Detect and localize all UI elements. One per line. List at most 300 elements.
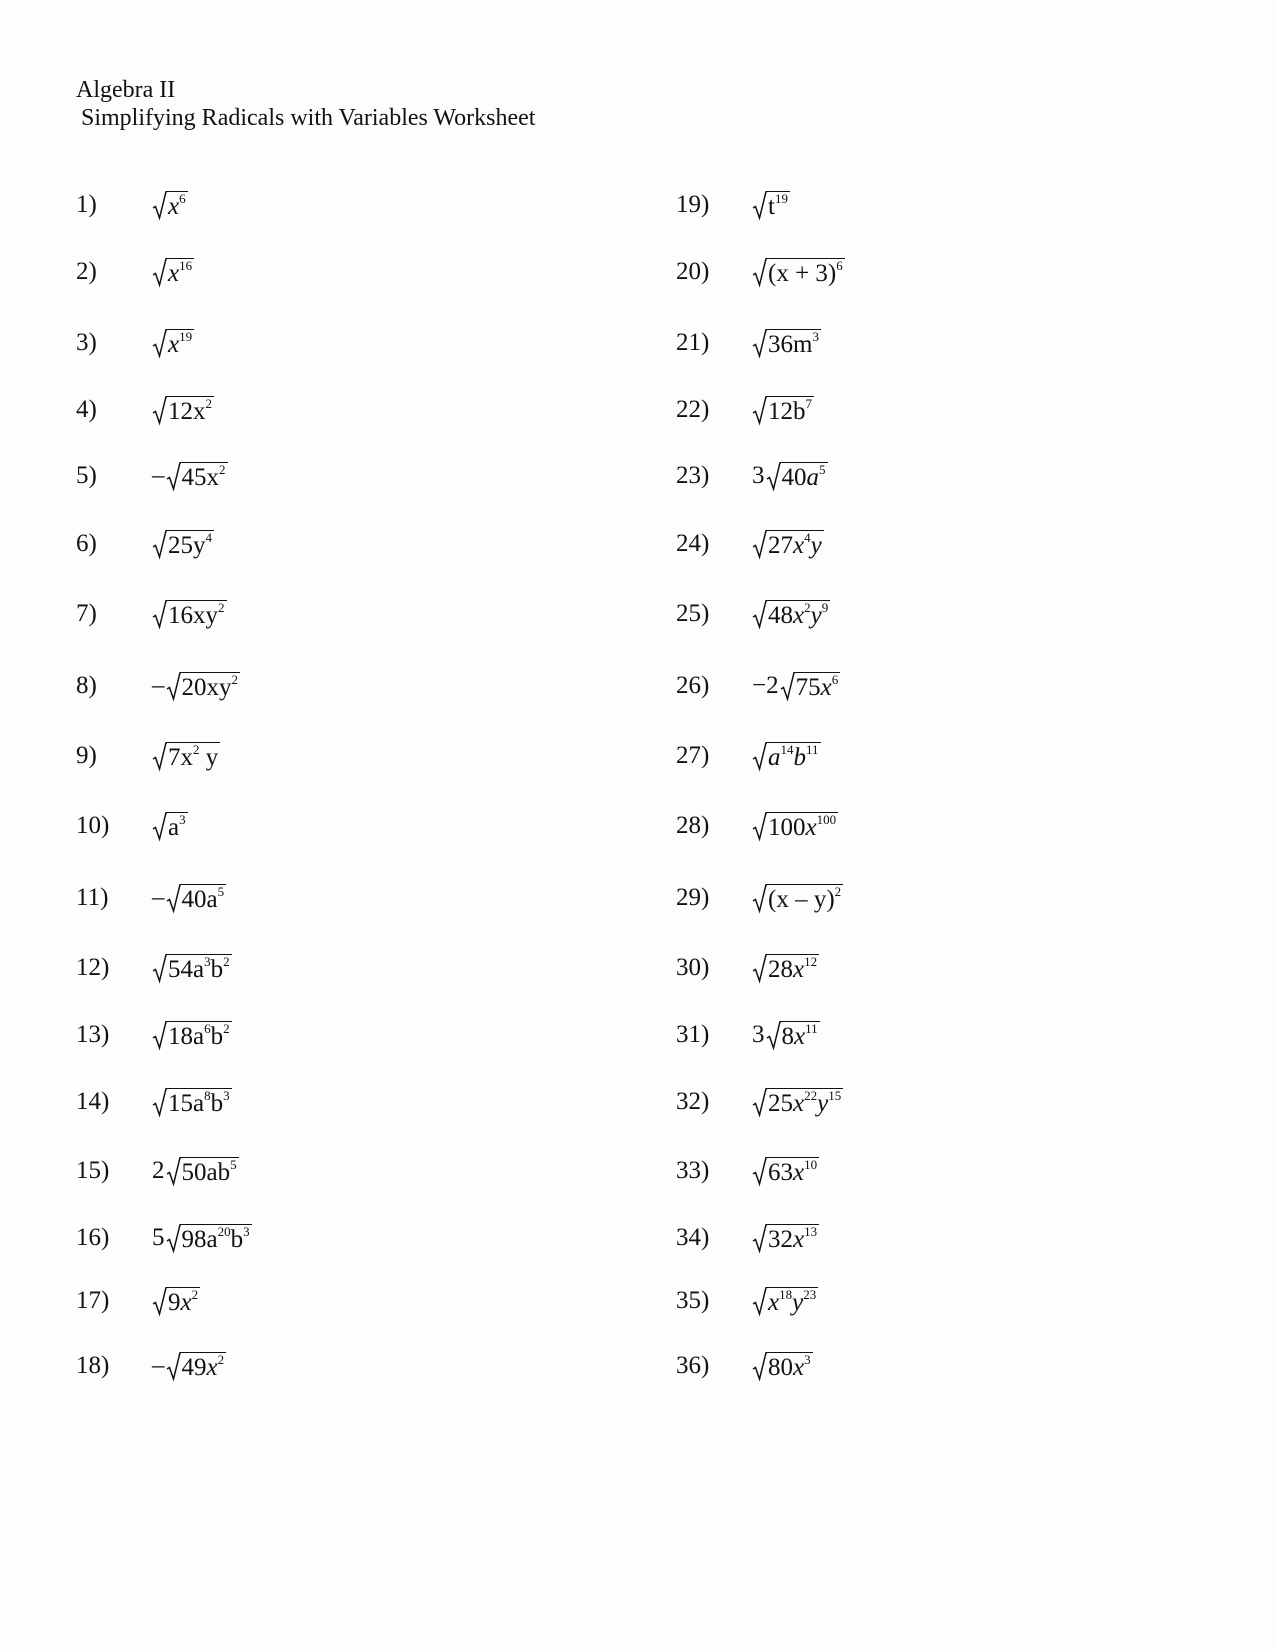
square-root-icon	[766, 460, 781, 492]
radicand-term: y	[792, 1289, 804, 1316]
coefficient: 5	[152, 1224, 165, 1251]
exponent: 3	[223, 1088, 230, 1103]
radicand-term: a	[806, 464, 819, 491]
radical	[752, 528, 824, 560]
exponent: 5	[217, 884, 225, 899]
square-root-icon	[166, 670, 181, 702]
radicand	[167, 258, 194, 288]
problem-item	[676, 948, 819, 988]
radicand-term: 50ab	[181, 1159, 231, 1186]
radicand-term: 45x	[181, 464, 219, 491]
problem-number: 3)	[76, 329, 97, 356]
problem-item	[76, 1015, 232, 1055]
problem-number: 11)	[76, 884, 109, 911]
problem-number: 26)	[676, 672, 710, 699]
problem-item	[676, 1346, 813, 1386]
radicand	[767, 1157, 819, 1187]
square-root-icon	[152, 327, 167, 359]
radicand-term: 80	[768, 1354, 793, 1381]
radicand	[767, 530, 824, 560]
radicand	[167, 329, 194, 359]
radical	[166, 1155, 239, 1187]
square-root-icon	[152, 1019, 167, 1051]
radical-expression	[152, 740, 220, 772]
problem-number: 4)	[76, 396, 97, 423]
course-title: Algebra II	[76, 77, 176, 103]
square-root-icon	[752, 810, 767, 842]
radicand	[181, 462, 228, 492]
radical-expression	[152, 528, 214, 560]
radical	[752, 810, 838, 842]
radicand-term: t	[768, 193, 775, 220]
square-root-icon	[152, 598, 167, 630]
radical	[752, 1086, 843, 1118]
exponent: 6	[831, 672, 839, 687]
radicand	[167, 396, 214, 426]
exponent: 10	[804, 1157, 818, 1172]
radicand-term: a	[168, 814, 180, 841]
radicand-term: 8	[781, 1023, 794, 1050]
exponent: 3	[243, 1224, 250, 1239]
coefficient: –	[152, 672, 165, 699]
exponent: 3	[812, 329, 819, 344]
square-root-icon	[752, 189, 767, 221]
radicand-term: 36m	[768, 331, 813, 358]
radicand	[167, 1287, 200, 1317]
problem-item	[76, 252, 194, 292]
problem-number: 6)	[76, 530, 97, 557]
exponent: 23	[803, 1287, 817, 1302]
radicand	[767, 954, 819, 984]
square-root-icon	[152, 1086, 167, 1118]
exponent: 12	[804, 954, 818, 969]
radical-expression	[752, 882, 843, 914]
radical-expression	[752, 598, 830, 630]
square-root-icon	[780, 670, 795, 702]
square-root-icon	[152, 810, 167, 842]
exponent: 22	[804, 1088, 818, 1103]
square-root-icon	[152, 1285, 167, 1317]
radicand-term: (x – y)	[768, 886, 835, 913]
square-root-icon	[752, 1350, 767, 1382]
radical	[752, 1155, 819, 1187]
problem-item	[76, 1218, 252, 1258]
problem-item	[676, 736, 821, 776]
radicand	[767, 1352, 813, 1382]
radicand	[167, 600, 227, 630]
radical-expression	[752, 189, 790, 221]
radical-expression	[752, 952, 819, 984]
problem-number: 25)	[676, 600, 710, 627]
exponent: 14	[780, 742, 794, 757]
radical	[152, 740, 220, 772]
problem-number: 7)	[76, 600, 97, 627]
exponent: 4	[804, 530, 811, 545]
radical	[752, 394, 814, 426]
radical	[166, 1350, 227, 1382]
radical	[752, 256, 845, 288]
radicand	[167, 1021, 232, 1051]
radical-expression	[152, 882, 226, 914]
problem-number: 24)	[676, 530, 710, 557]
square-root-icon	[752, 327, 767, 359]
radical-expression	[152, 327, 194, 359]
radical	[152, 1019, 232, 1051]
radicand-term: 25y	[168, 532, 206, 559]
radicand-term: 12x	[168, 398, 206, 425]
radicand	[181, 1352, 227, 1382]
square-root-icon	[166, 1155, 181, 1187]
radicand-term: b	[210, 956, 224, 983]
problem-number: 33)	[676, 1157, 710, 1184]
radicand	[767, 812, 838, 842]
radicand-term: x	[793, 956, 805, 983]
coefficient: –	[152, 884, 165, 911]
exponent: 2	[223, 954, 230, 969]
problem-item	[676, 878, 843, 918]
square-root-icon	[152, 952, 167, 984]
radical-expression	[152, 1019, 232, 1051]
radicand-term: x	[793, 1226, 805, 1253]
exponent: 2	[191, 1287, 199, 1302]
radicand	[767, 329, 821, 359]
square-root-icon	[152, 189, 167, 221]
radicand	[767, 1088, 843, 1118]
problem-item	[676, 1151, 819, 1191]
radicand-term: a	[768, 744, 781, 771]
radical	[152, 189, 188, 221]
radical-expression	[752, 327, 821, 359]
radicand-term: 12b	[768, 398, 806, 425]
radicand-term: x	[805, 814, 817, 841]
square-root-icon	[752, 740, 767, 772]
exponent: 2	[223, 1021, 230, 1036]
square-root-icon	[752, 1086, 767, 1118]
problem-number: 14)	[76, 1088, 110, 1115]
coefficient: –	[152, 1352, 165, 1379]
radical	[766, 1019, 820, 1051]
problem-item	[76, 323, 194, 363]
radicand-term: 40	[781, 464, 807, 491]
radical-expression	[152, 598, 227, 630]
radical-expression	[152, 256, 194, 288]
exponent: 2	[219, 462, 226, 477]
radicand	[795, 672, 841, 702]
exponent: 6	[204, 1021, 211, 1036]
problem-item	[676, 1281, 818, 1321]
radical-expression	[152, 1222, 252, 1254]
problem-item	[676, 524, 824, 564]
radicand-term: 28	[768, 956, 793, 983]
radicand	[767, 884, 843, 914]
radicand-term: x	[168, 260, 180, 287]
exponent: 2	[193, 742, 200, 757]
radicand	[167, 530, 214, 560]
exponent: 7	[805, 396, 812, 411]
radicand-term: x	[820, 674, 832, 701]
exponent: 16	[179, 258, 193, 273]
radicand-term: 27	[768, 532, 793, 559]
worksheet-title: Simplifying Radicals with Variables Worksheet	[81, 105, 536, 131]
problem-item	[676, 323, 821, 363]
problem-item	[676, 1082, 843, 1122]
radicand	[767, 396, 814, 426]
radical-expression	[152, 394, 214, 426]
problem-item	[76, 1082, 232, 1122]
radicand	[781, 1021, 820, 1051]
exponent: 2	[834, 884, 842, 899]
radical	[752, 882, 843, 914]
problem-item	[676, 806, 838, 846]
radicand	[167, 812, 188, 842]
exponent: 2	[804, 600, 811, 615]
radicand-term: x	[168, 193, 180, 220]
radical-expression	[752, 256, 845, 288]
radical-expression	[752, 1086, 843, 1118]
problem-number: 19)	[676, 191, 710, 218]
radical-expression	[752, 810, 838, 842]
radicand-term: 20xy	[181, 674, 232, 701]
problem-item	[76, 878, 226, 918]
radical-expression	[152, 1350, 226, 1382]
problem-number: 29)	[676, 884, 710, 911]
square-root-icon	[766, 1019, 781, 1051]
radical-expression	[752, 670, 840, 702]
problem-number: 1)	[76, 191, 97, 218]
problem-item	[76, 456, 228, 496]
radical	[166, 882, 227, 914]
radical	[752, 189, 790, 221]
exponent: 13	[804, 1224, 818, 1239]
problem-item	[76, 948, 232, 988]
radicand-term: x	[793, 1090, 805, 1117]
exponent: 8	[204, 1088, 211, 1103]
radicand-term: (x + 3)	[768, 260, 837, 287]
radicand-term: 40a	[181, 886, 218, 913]
problem-number: 27)	[676, 742, 710, 769]
coefficient: –	[152, 462, 165, 489]
exponent: 19	[774, 191, 788, 206]
radical	[166, 670, 241, 702]
exponent: 6	[179, 191, 186, 206]
problem-number: 12)	[76, 954, 110, 981]
problem-number: 31)	[676, 1021, 710, 1048]
exponent: 2	[218, 600, 225, 615]
problem-item	[676, 390, 814, 430]
radical-expression	[152, 952, 232, 984]
exponent: 4	[205, 530, 212, 545]
square-root-icon	[152, 740, 167, 772]
problem-item	[76, 524, 214, 564]
problem-number: 32)	[676, 1088, 710, 1115]
radicand	[167, 742, 220, 772]
problem-item	[676, 456, 828, 496]
radical	[752, 1350, 813, 1382]
radical	[166, 1222, 252, 1254]
exponent: 11	[806, 742, 819, 757]
radicand	[181, 672, 241, 702]
square-root-icon	[752, 1155, 767, 1187]
problem-number: 5)	[76, 462, 97, 489]
problem-item	[76, 1151, 239, 1191]
exponent: 3	[204, 954, 211, 969]
radicand-term: x	[206, 1354, 218, 1381]
radicand-term: b	[230, 1226, 244, 1253]
square-root-icon	[152, 528, 167, 560]
problem-number: 23)	[676, 462, 710, 489]
radical	[752, 740, 821, 772]
radicand-term: x	[768, 1289, 780, 1316]
radicand	[767, 1224, 819, 1254]
problem-item	[76, 806, 188, 846]
radicand-term: 7x	[168, 744, 193, 771]
radicand-term: 48	[768, 602, 793, 629]
problem-item	[76, 736, 220, 776]
coefficient: 2	[152, 1157, 165, 1184]
problem-item	[676, 252, 845, 292]
radicand	[167, 1088, 232, 1118]
radical-expression	[152, 1155, 239, 1187]
radicand-term: b	[210, 1090, 224, 1117]
problem-item	[676, 594, 830, 634]
radicand-term: 9	[168, 1289, 181, 1316]
problem-item	[76, 1281, 200, 1321]
problem-number: 13)	[76, 1021, 110, 1048]
square-root-icon	[752, 598, 767, 630]
square-root-icon	[752, 1285, 767, 1317]
radicand	[767, 258, 845, 288]
radical-expression	[752, 460, 828, 492]
problem-number: 17)	[76, 1287, 110, 1314]
radical-expression	[752, 1155, 819, 1187]
radical	[752, 598, 830, 630]
problem-number: 28)	[676, 812, 710, 839]
radicand	[767, 600, 830, 630]
exponent: 2	[205, 396, 212, 411]
radicand-term: x	[793, 532, 805, 559]
coefficient: 3	[752, 1021, 765, 1048]
radicand-term: 63	[768, 1159, 793, 1186]
square-root-icon	[752, 256, 767, 288]
problem-number: 30)	[676, 954, 710, 981]
radical	[752, 1222, 819, 1254]
problem-item	[676, 1218, 819, 1258]
square-root-icon	[166, 882, 181, 914]
radicand-term: 18a	[168, 1023, 205, 1050]
radicand	[767, 742, 821, 772]
radicand	[167, 954, 232, 984]
problem-number: 20)	[676, 258, 710, 285]
radicand-term: 49	[181, 1354, 207, 1381]
problem-number: 21)	[676, 329, 710, 356]
radical	[152, 952, 232, 984]
problem-number: 35)	[676, 1287, 710, 1314]
radical-expression	[752, 740, 821, 772]
radicand-term: 25	[768, 1090, 793, 1117]
radical	[152, 810, 188, 842]
radical	[152, 394, 214, 426]
radicand	[181, 884, 227, 914]
problem-number: 8)	[76, 672, 97, 699]
radical	[152, 1285, 200, 1317]
square-root-icon	[166, 1350, 181, 1382]
radicand	[181, 1157, 239, 1187]
radical	[752, 952, 819, 984]
radical	[780, 670, 841, 702]
radical-expression	[152, 1086, 232, 1118]
radicand-term: b	[793, 744, 806, 771]
radical	[152, 256, 194, 288]
problem-number: 2)	[76, 258, 97, 285]
radicand	[767, 191, 790, 221]
problem-item	[76, 185, 188, 225]
radicand-term: x	[793, 602, 805, 629]
radical-expression	[752, 394, 814, 426]
exponent: 6	[836, 258, 843, 273]
radical	[152, 1086, 232, 1118]
square-root-icon	[752, 882, 767, 914]
radicand-term: x	[793, 1354, 805, 1381]
radicand-term: 54a	[168, 956, 205, 983]
radicand-term: x	[168, 331, 180, 358]
radicand-term: 100	[768, 814, 806, 841]
radical	[152, 598, 227, 630]
exponent: 2	[231, 672, 238, 687]
exponent: 11	[805, 1021, 818, 1036]
problem-item	[76, 390, 214, 430]
radicand	[767, 1287, 818, 1317]
worksheet-header	[76, 76, 535, 132]
exponent: 5	[819, 462, 826, 477]
square-root-icon	[152, 256, 167, 288]
problem-item	[76, 594, 227, 634]
square-root-icon	[752, 394, 767, 426]
radical-expression	[752, 1019, 820, 1051]
problem-number: 10)	[76, 812, 110, 839]
radical	[752, 327, 821, 359]
problem-number: 34)	[676, 1224, 710, 1251]
problem-number: 9)	[76, 742, 97, 769]
radical-expression	[752, 1285, 818, 1317]
radicand	[167, 191, 188, 221]
problem-number: 18)	[76, 1352, 110, 1379]
radical	[152, 327, 194, 359]
radicand	[181, 1224, 252, 1254]
exponent: 3	[179, 812, 186, 827]
radicand-term: 16xy	[168, 602, 218, 629]
radicand-term: y	[817, 1090, 829, 1117]
radical-expression	[152, 1285, 200, 1317]
problem-item	[676, 1015, 820, 1055]
radical	[752, 1285, 818, 1317]
radicand-term: 32	[768, 1226, 793, 1253]
square-root-icon	[152, 394, 167, 426]
coefficient: 3	[752, 462, 765, 489]
exponent: 2	[217, 1352, 225, 1367]
problem-item	[76, 1346, 226, 1386]
problem-number: 16)	[76, 1224, 110, 1251]
square-root-icon	[752, 1222, 767, 1254]
problem-item	[676, 666, 840, 706]
radical-expression	[152, 460, 228, 492]
exponent: 19	[179, 329, 193, 344]
exponent: 18	[779, 1287, 793, 1302]
square-root-icon	[752, 952, 767, 984]
square-root-icon	[166, 460, 181, 492]
problem-number: 36)	[676, 1352, 710, 1379]
radicand-term: y	[810, 532, 822, 559]
radical-expression	[752, 528, 824, 560]
